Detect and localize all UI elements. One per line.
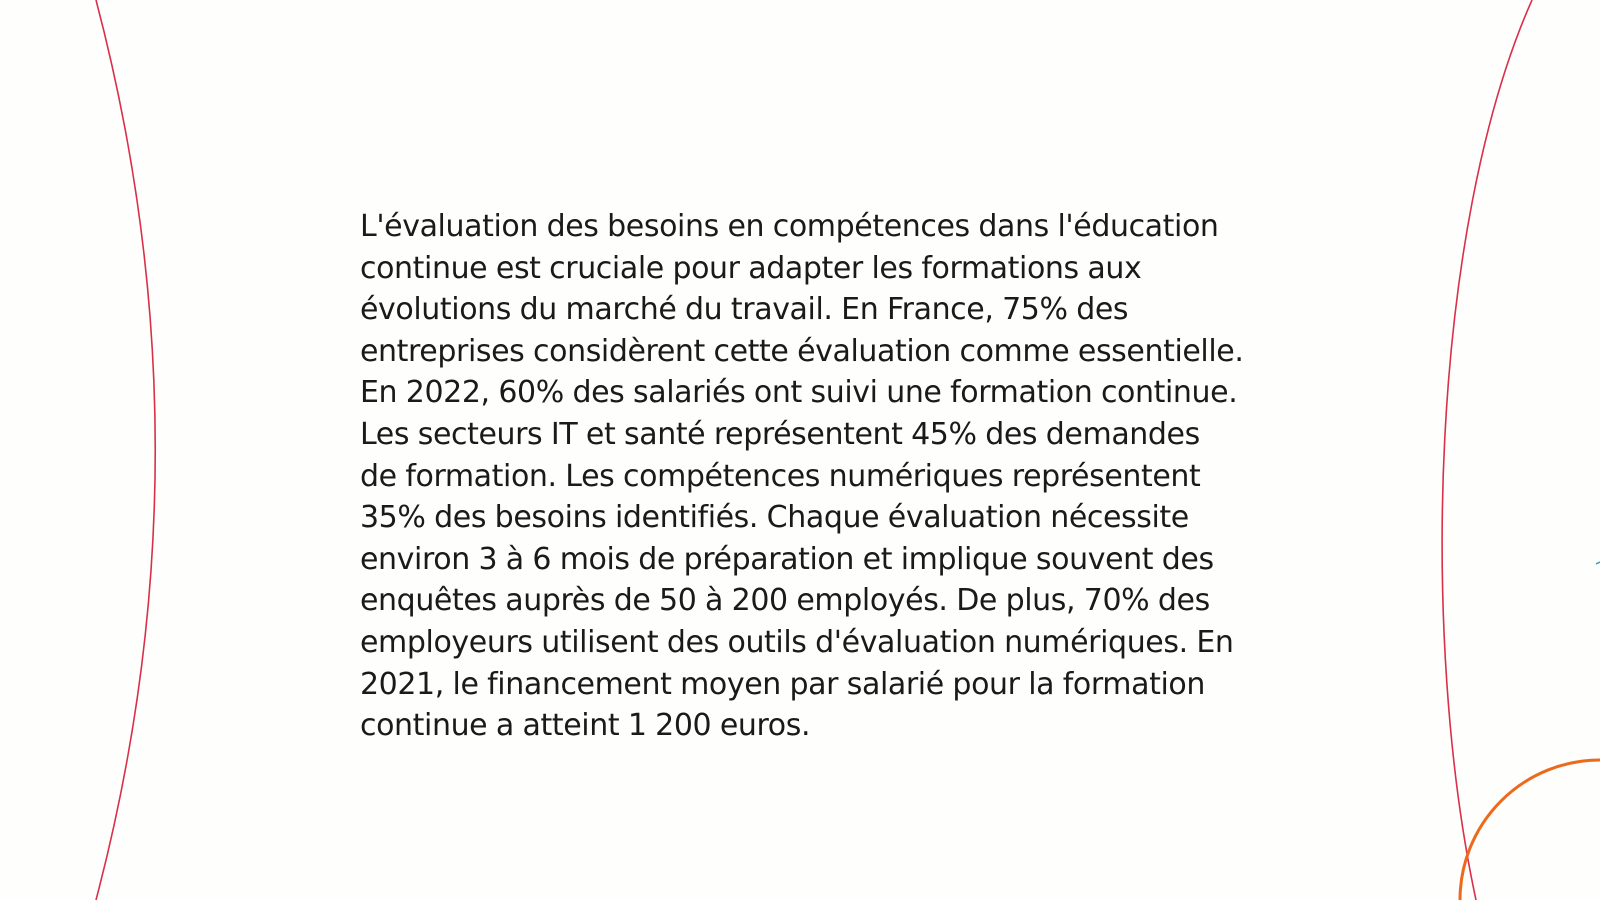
orange-circle-outline [1460, 760, 1600, 900]
teal-accent-mark [1596, 562, 1600, 564]
body-paragraph: L'évaluation des besoins en compétences dans l'éducation continue est cruciale pour adapter les formations aux évolutions du marché du travail. En France, 75% des entreprises considèrent cette évaluation comme essentielle. En 2022, 60% des salariés ont suivi une formation continue. Les secteurs IT et santé représentent 45% des demandes de formation. Les compétences numériques représentent 35% des besoins identifiés. Chaque évaluation nécessite environ 3 à 6 mois de préparation et implique souvent des enquêtes auprès de 50 à 200 employés. De plus, 70% des employeurs utilisent des outils d'évaluation numériques. En 2021, le financement moyen par salarié pour la formation continue a atteint 1 200 euros. [360, 209, 1244, 744]
right-curve-line [1442, 0, 1532, 900]
left-curve-line [96, 0, 155, 900]
